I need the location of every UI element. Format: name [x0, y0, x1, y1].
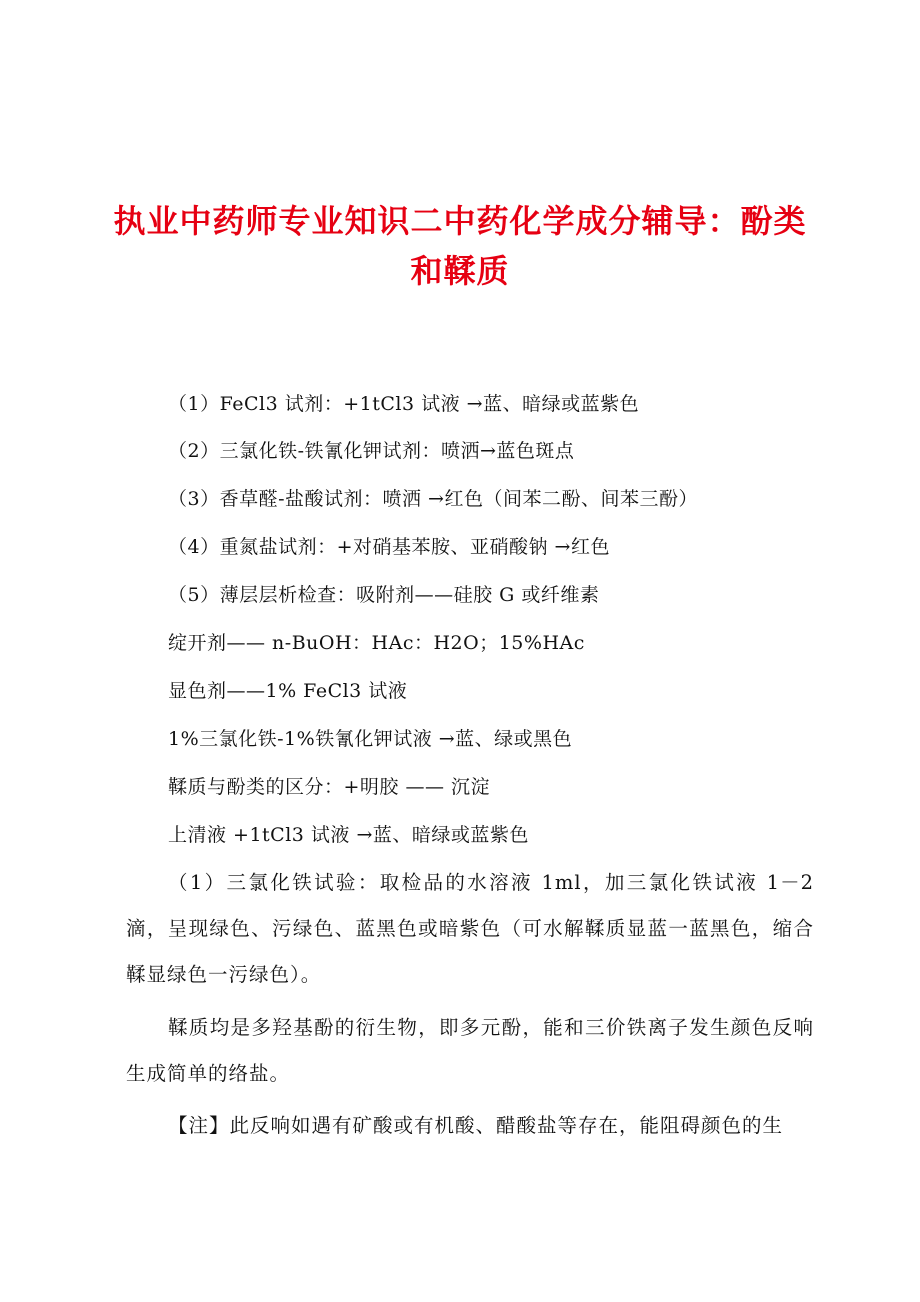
ferric-chloride-test-paragraph: （1）三氯化铁试验：取检品的水溶液 1ml，加三氯化铁试液 1－2 滴，呈现绿色、污绿色、蓝黑色或暗紫色（可水解鞣质显蓝一蓝黑色，缩合鞣显绿色一污绿色）。: [126, 871, 814, 986]
distinction-line: 鞣质与酚类的区分：+明胶 —— 沉淀: [168, 776, 490, 798]
reagent-line-1: （1）FeCl3 试剂：+1tCl3 试液 →蓝、暗绿或蓝紫色: [168, 393, 640, 415]
color-reagent-line: 显色剂——1% FeCl3 试液: [168, 680, 408, 702]
supernatant-line: 上清液 +1tCl3 试液 →蓝、暗绿或蓝紫色: [168, 824, 529, 846]
ferric-ferricyanide-line: 1%三氯化铁-1%铁氰化钾试液 →蓝、绿或黑色: [168, 728, 573, 750]
reagent-line-2: （2）三氯化铁-铁氰化钾试剂：喷洒→蓝色斑点: [168, 440, 575, 462]
reagent-line-4: （4）重氮盐试剂：+对硝基苯胺、亚硝酸钠 →红色: [168, 536, 610, 558]
tannin-definition-paragraph: 鞣质均是多羟基酚的衍生物，即多元酚，能和三价铁离子发生颜色反响生成简单的络盐。: [126, 1016, 814, 1085]
reagent-line-3: （3）香草醛-盐酸试剂：喷洒 →红色（间苯二酚、间苯三酚）: [168, 488, 698, 510]
note-paragraph: 【注】此反响如遇有矿酸或有机酸、醋酸盐等存在，能阻碍颜色的生: [168, 1114, 784, 1137]
developer-line: 绽开剂—— n-BuOH：HAc：H2O；15%HAc: [168, 632, 585, 654]
reagent-line-5: （5）薄层层析检查：吸附剂——硅胶 G 或纤维素: [168, 584, 600, 606]
document-title: 执业中药师专业知识二中药化学成分辅导：酚类和鞣质: [113, 202, 807, 290]
